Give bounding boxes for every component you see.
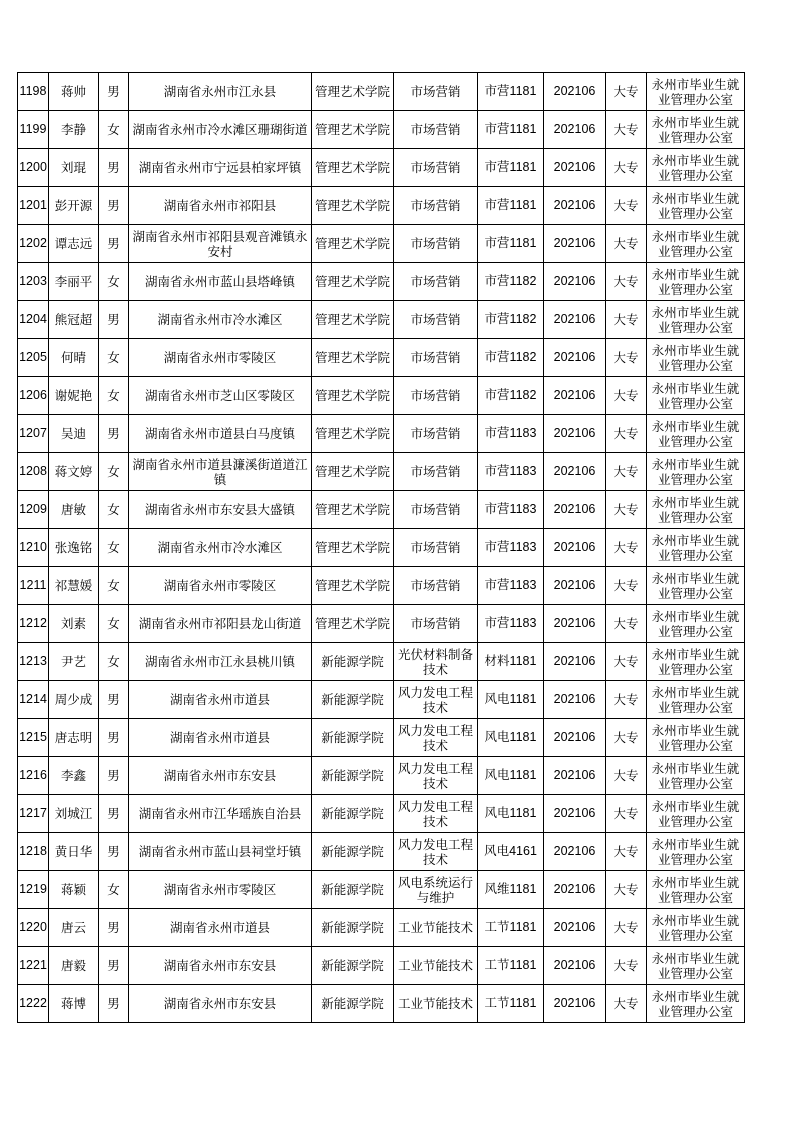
row-number: 1213: [18, 643, 49, 681]
home-address: 湖南省永州市祁阳县龙山街道: [129, 605, 312, 643]
college-name: 管理艺术学院: [312, 111, 394, 149]
student-name: 蒋颖: [49, 871, 99, 909]
archive-office: 永州市毕业生就业管理办公室: [647, 491, 745, 529]
major-name: 风力发电工程技术: [394, 833, 478, 871]
student-name: 蒋文婷: [49, 453, 99, 491]
class-name: 风电1181: [478, 681, 544, 719]
class-name: 市营1183: [478, 453, 544, 491]
education-level: 大专: [606, 73, 647, 111]
student-name: 唐毅: [49, 947, 99, 985]
education-level: 大专: [606, 187, 647, 225]
table-row: [18, 871, 745, 909]
home-address: 湖南省永州市蓝山县祠堂圩镇: [129, 833, 312, 871]
college-name: 管理艺术学院: [312, 567, 394, 605]
row-number: 1198: [18, 73, 49, 111]
major-name: 风力发电工程技术: [394, 681, 478, 719]
class-name: 市营1181: [478, 111, 544, 149]
education-level: 大专: [606, 795, 647, 833]
student-name: 李鑫: [49, 757, 99, 795]
major-name: 市场营销: [394, 149, 478, 187]
class-name: 市营1182: [478, 301, 544, 339]
class-name: 材料1181: [478, 643, 544, 681]
archive-office: 永州市毕业生就业管理办公室: [647, 681, 745, 719]
major-name: 市场营销: [394, 263, 478, 301]
archive-office: 永州市毕业生就业管理办公室: [647, 719, 745, 757]
home-address: 湖南省永州市东安县大盛镇: [129, 491, 312, 529]
college-name: 管理艺术学院: [312, 453, 394, 491]
college-name: 管理艺术学院: [312, 491, 394, 529]
archive-office: 永州市毕业生就业管理办公室: [647, 453, 745, 491]
education-level: 大专: [606, 681, 647, 719]
education-level: 大专: [606, 453, 647, 491]
graduation-year: 202106: [544, 149, 606, 187]
archive-office: 永州市毕业生就业管理办公室: [647, 833, 745, 871]
student-gender: 女: [99, 871, 129, 909]
row-number: 1208: [18, 453, 49, 491]
archive-office: 永州市毕业生就业管理办公室: [647, 377, 745, 415]
row-number: 1222: [18, 985, 49, 1023]
table-row: [18, 643, 745, 681]
major-name: 市场营销: [394, 111, 478, 149]
student-name: 李丽平: [49, 263, 99, 301]
archive-office: 永州市毕业生就业管理办公室: [647, 567, 745, 605]
class-name: 风电1181: [478, 795, 544, 833]
education-level: 大专: [606, 225, 647, 263]
major-name: 市场营销: [394, 339, 478, 377]
class-name: 风维1181: [478, 871, 544, 909]
table-row: [18, 339, 745, 377]
student-name: 何晴: [49, 339, 99, 377]
graduation-year: 202106: [544, 225, 606, 263]
graduation-year: 202106: [544, 301, 606, 339]
education-level: 大专: [606, 377, 647, 415]
row-number: 1205: [18, 339, 49, 377]
college-name: 新能源学院: [312, 719, 394, 757]
table-row: [18, 681, 745, 719]
class-name: 风电1181: [478, 719, 544, 757]
graduation-year: 202106: [544, 833, 606, 871]
home-address: 湖南省永州市祁阳县: [129, 187, 312, 225]
row-number: 1207: [18, 415, 49, 453]
student-gender: 男: [99, 947, 129, 985]
row-number: 1211: [18, 567, 49, 605]
table-row: [18, 529, 745, 567]
education-level: 大专: [606, 263, 647, 301]
table-row: [18, 149, 745, 187]
student-name: 黄日华: [49, 833, 99, 871]
education-level: 大专: [606, 719, 647, 757]
major-name: 工业节能技术: [394, 947, 478, 985]
college-name: 管理艺术学院: [312, 73, 394, 111]
archive-office: 永州市毕业生就业管理办公室: [647, 301, 745, 339]
graduation-year: 202106: [544, 111, 606, 149]
major-name: 市场营销: [394, 73, 478, 111]
home-address: 湖南省永州市零陵区: [129, 871, 312, 909]
row-number: 1221: [18, 947, 49, 985]
major-name: 风力发电工程技术: [394, 757, 478, 795]
student-gender: 女: [99, 491, 129, 529]
table-row: [18, 73, 745, 111]
graduation-year: 202106: [544, 73, 606, 111]
student-gender: 男: [99, 795, 129, 833]
college-name: 新能源学院: [312, 871, 394, 909]
student-gender: 女: [99, 529, 129, 567]
college-name: 管理艺术学院: [312, 301, 394, 339]
student-gender: 女: [99, 643, 129, 681]
college-name: 新能源学院: [312, 681, 394, 719]
class-name: 市营1181: [478, 149, 544, 187]
class-name: 市营1181: [478, 225, 544, 263]
student-gender: 男: [99, 187, 129, 225]
class-name: 市营1183: [478, 529, 544, 567]
student-name: 祁慧媛: [49, 567, 99, 605]
education-level: 大专: [606, 339, 647, 377]
major-name: 市场营销: [394, 491, 478, 529]
graduation-year: 202106: [544, 263, 606, 301]
row-number: 1203: [18, 263, 49, 301]
home-address: 湖南省永州市东安县: [129, 757, 312, 795]
table-row: [18, 567, 745, 605]
college-name: 新能源学院: [312, 985, 394, 1023]
graduation-year: 202106: [544, 187, 606, 225]
education-level: 大专: [606, 871, 647, 909]
major-name: 市场营销: [394, 605, 478, 643]
student-gender: 男: [99, 225, 129, 263]
major-name: 市场营销: [394, 567, 478, 605]
table-row: [18, 947, 745, 985]
major-name: 市场营销: [394, 225, 478, 263]
row-number: 1215: [18, 719, 49, 757]
class-name: 市营1183: [478, 415, 544, 453]
major-name: 风力发电工程技术: [394, 719, 478, 757]
row-number: 1209: [18, 491, 49, 529]
major-name: 市场营销: [394, 301, 478, 339]
major-name: 市场营销: [394, 187, 478, 225]
major-name: 市场营销: [394, 415, 478, 453]
student-name: 彭开源: [49, 187, 99, 225]
home-address: 湖南省永州市道县: [129, 909, 312, 947]
education-level: 大专: [606, 567, 647, 605]
student-name: 熊冠超: [49, 301, 99, 339]
student-gender: 男: [99, 301, 129, 339]
graduation-year: 202106: [544, 491, 606, 529]
graduation-year: 202106: [544, 415, 606, 453]
college-name: 新能源学院: [312, 795, 394, 833]
table-row: [18, 909, 745, 947]
class-name: 市营1181: [478, 187, 544, 225]
college-name: 管理艺术学院: [312, 529, 394, 567]
student-gender: 男: [99, 985, 129, 1023]
student-gender: 男: [99, 909, 129, 947]
home-address: 湖南省永州市蓝山县塔峰镇: [129, 263, 312, 301]
education-level: 大专: [606, 491, 647, 529]
education-level: 大专: [606, 985, 647, 1023]
education-level: 大专: [606, 149, 647, 187]
home-address: 湖南省永州市东安县: [129, 947, 312, 985]
graduation-year: 202106: [544, 795, 606, 833]
education-level: 大专: [606, 947, 647, 985]
archive-office: 永州市毕业生就业管理办公室: [647, 605, 745, 643]
table-row: [18, 377, 745, 415]
table-row: [18, 757, 745, 795]
home-address: 湖南省永州市宁远县柏家坪镇: [129, 149, 312, 187]
college-name: 管理艺术学院: [312, 377, 394, 415]
class-name: 市营1181: [478, 73, 544, 111]
class-name: 工节1181: [478, 985, 544, 1023]
home-address: 湖南省永州市东安县: [129, 985, 312, 1023]
home-address: 湖南省永州市道县白马度镇: [129, 415, 312, 453]
class-name: 工节1181: [478, 947, 544, 985]
graduation-year: 202106: [544, 681, 606, 719]
student-gender: 男: [99, 149, 129, 187]
student-name: 李静: [49, 111, 99, 149]
graduation-year: 202106: [544, 947, 606, 985]
college-name: 新能源学院: [312, 833, 394, 871]
home-address: 湖南省永州市冷水滩区珊瑚街道: [129, 111, 312, 149]
row-number: 1218: [18, 833, 49, 871]
archive-office: 永州市毕业生就业管理办公室: [647, 339, 745, 377]
archive-office: 永州市毕业生就业管理办公室: [647, 73, 745, 111]
home-address: 湖南省永州市道县: [129, 719, 312, 757]
college-name: 管理艺术学院: [312, 339, 394, 377]
education-level: 大专: [606, 833, 647, 871]
student-name: 蒋帅: [49, 73, 99, 111]
education-level: 大专: [606, 643, 647, 681]
archive-office: 永州市毕业生就业管理办公室: [647, 871, 745, 909]
student-name: 谭志远: [49, 225, 99, 263]
archive-office: 永州市毕业生就业管理办公室: [647, 909, 745, 947]
education-level: 大专: [606, 757, 647, 795]
college-name: 管理艺术学院: [312, 415, 394, 453]
education-level: 大专: [606, 605, 647, 643]
student-name: 刘素: [49, 605, 99, 643]
table-row: [18, 453, 745, 491]
college-name: 新能源学院: [312, 757, 394, 795]
home-address: 湖南省永州市道县: [129, 681, 312, 719]
class-name: 风电1181: [478, 757, 544, 795]
table-row: [18, 985, 745, 1023]
student-name: 唐云: [49, 909, 99, 947]
student-name: 吴迪: [49, 415, 99, 453]
student-name: 张逸铭: [49, 529, 99, 567]
education-level: 大专: [606, 909, 647, 947]
home-address: 湖南省永州市冷水滩区: [129, 529, 312, 567]
graduation-year: 202106: [544, 909, 606, 947]
table-row: [18, 111, 745, 149]
major-name: 市场营销: [394, 453, 478, 491]
college-name: 管理艺术学院: [312, 187, 394, 225]
archive-office: 永州市毕业生就业管理办公室: [647, 757, 745, 795]
home-address: 湖南省永州市江永县: [129, 73, 312, 111]
row-number: 1204: [18, 301, 49, 339]
home-address: 湖南省永州市江永县桃川镇: [129, 643, 312, 681]
archive-office: 永州市毕业生就业管理办公室: [647, 263, 745, 301]
home-address: 湖南省永州市祁阳县观音滩镇永安村: [129, 225, 312, 263]
graduation-year: 202106: [544, 871, 606, 909]
archive-office: 永州市毕业生就业管理办公室: [647, 149, 745, 187]
graduation-year: 202106: [544, 529, 606, 567]
student-gender: 男: [99, 73, 129, 111]
graduation-year: 202106: [544, 605, 606, 643]
college-name: 管理艺术学院: [312, 263, 394, 301]
row-number: 1206: [18, 377, 49, 415]
education-level: 大专: [606, 415, 647, 453]
student-gender: 女: [99, 605, 129, 643]
home-address: 湖南省永州市江华瑶族自治县: [129, 795, 312, 833]
row-number: 1212: [18, 605, 49, 643]
education-level: 大专: [606, 111, 647, 149]
class-name: 市营1182: [478, 339, 544, 377]
home-address: 湖南省永州市零陵区: [129, 339, 312, 377]
student-gender: 男: [99, 415, 129, 453]
row-number: 1217: [18, 795, 49, 833]
home-address: 湖南省永州市芝山区零陵区: [129, 377, 312, 415]
home-address: 湖南省永州市零陵区: [129, 567, 312, 605]
education-level: 大专: [606, 529, 647, 567]
class-name: 工节1181: [478, 909, 544, 947]
student-gender: 男: [99, 681, 129, 719]
table-row: [18, 795, 745, 833]
row-number: 1219: [18, 871, 49, 909]
table-row: [18, 491, 745, 529]
student-gender: 女: [99, 111, 129, 149]
table-row: [18, 187, 745, 225]
row-number: 1210: [18, 529, 49, 567]
table-row: [18, 263, 745, 301]
archive-office: 永州市毕业生就业管理办公室: [647, 795, 745, 833]
graduation-year: 202106: [544, 377, 606, 415]
student-name: 刘城江: [49, 795, 99, 833]
student-gender: 男: [99, 757, 129, 795]
row-number: 1214: [18, 681, 49, 719]
graduation-year: 202106: [544, 339, 606, 377]
archive-office: 永州市毕业生就业管理办公室: [647, 947, 745, 985]
graduation-year: 202106: [544, 757, 606, 795]
archive-office: 永州市毕业生就业管理办公室: [647, 225, 745, 263]
major-name: 工业节能技术: [394, 985, 478, 1023]
major-name: 市场营销: [394, 529, 478, 567]
graduate-roster-table: [17, 72, 745, 1023]
major-name: 风力发电工程技术: [394, 795, 478, 833]
student-gender: 女: [99, 339, 129, 377]
class-name: 市营1183: [478, 491, 544, 529]
archive-office: 永州市毕业生就业管理办公室: [647, 111, 745, 149]
graduation-year: 202106: [544, 985, 606, 1023]
major-name: 市场营销: [394, 377, 478, 415]
student-gender: 女: [99, 377, 129, 415]
archive-office: 永州市毕业生就业管理办公室: [647, 529, 745, 567]
graduation-year: 202106: [544, 643, 606, 681]
student-gender: 女: [99, 263, 129, 301]
table-row: [18, 833, 745, 871]
student-name: 刘琨: [49, 149, 99, 187]
table-row: [18, 225, 745, 263]
archive-office: 永州市毕业生就业管理办公室: [647, 415, 745, 453]
table-row: [18, 605, 745, 643]
college-name: 管理艺术学院: [312, 225, 394, 263]
student-name: 唐敏: [49, 491, 99, 529]
home-address: 湖南省永州市冷水滩区: [129, 301, 312, 339]
student-gender: 女: [99, 567, 129, 605]
row-number: 1201: [18, 187, 49, 225]
row-number: 1220: [18, 909, 49, 947]
row-number: 1216: [18, 757, 49, 795]
student-name: 唐志明: [49, 719, 99, 757]
class-name: 市营1182: [478, 263, 544, 301]
table-row: [18, 415, 745, 453]
archive-office: 永州市毕业生就业管理办公室: [647, 985, 745, 1023]
student-gender: 男: [99, 719, 129, 757]
student-name: 周少成: [49, 681, 99, 719]
row-number: 1202: [18, 225, 49, 263]
table-row: [18, 719, 745, 757]
major-name: 风电系统运行与维护: [394, 871, 478, 909]
education-level: 大专: [606, 301, 647, 339]
student-gender: 女: [99, 453, 129, 491]
college-name: 新能源学院: [312, 947, 394, 985]
class-name: 市营1182: [478, 377, 544, 415]
graduation-year: 202106: [544, 567, 606, 605]
major-name: 光伏材料制备技术: [394, 643, 478, 681]
row-number: 1199: [18, 111, 49, 149]
archive-office: 永州市毕业生就业管理办公室: [647, 187, 745, 225]
row-number: 1200: [18, 149, 49, 187]
archive-office: 永州市毕业生就业管理办公室: [647, 643, 745, 681]
student-name: 蒋博: [49, 985, 99, 1023]
class-name: 风电4161: [478, 833, 544, 871]
college-name: 新能源学院: [312, 909, 394, 947]
college-name: 新能源学院: [312, 643, 394, 681]
home-address: 湖南省永州市道县濂溪街道道江镇: [129, 453, 312, 491]
class-name: 市营1183: [478, 605, 544, 643]
student-name: 尹艺: [49, 643, 99, 681]
class-name: 市营1183: [478, 567, 544, 605]
college-name: 管理艺术学院: [312, 605, 394, 643]
college-name: 管理艺术学院: [312, 149, 394, 187]
student-gender: 男: [99, 833, 129, 871]
major-name: 工业节能技术: [394, 909, 478, 947]
graduation-year: 202106: [544, 453, 606, 491]
table-row: [18, 301, 745, 339]
student-name: 谢妮艳: [49, 377, 99, 415]
roster-body: [18, 73, 745, 1023]
graduation-year: 202106: [544, 719, 606, 757]
